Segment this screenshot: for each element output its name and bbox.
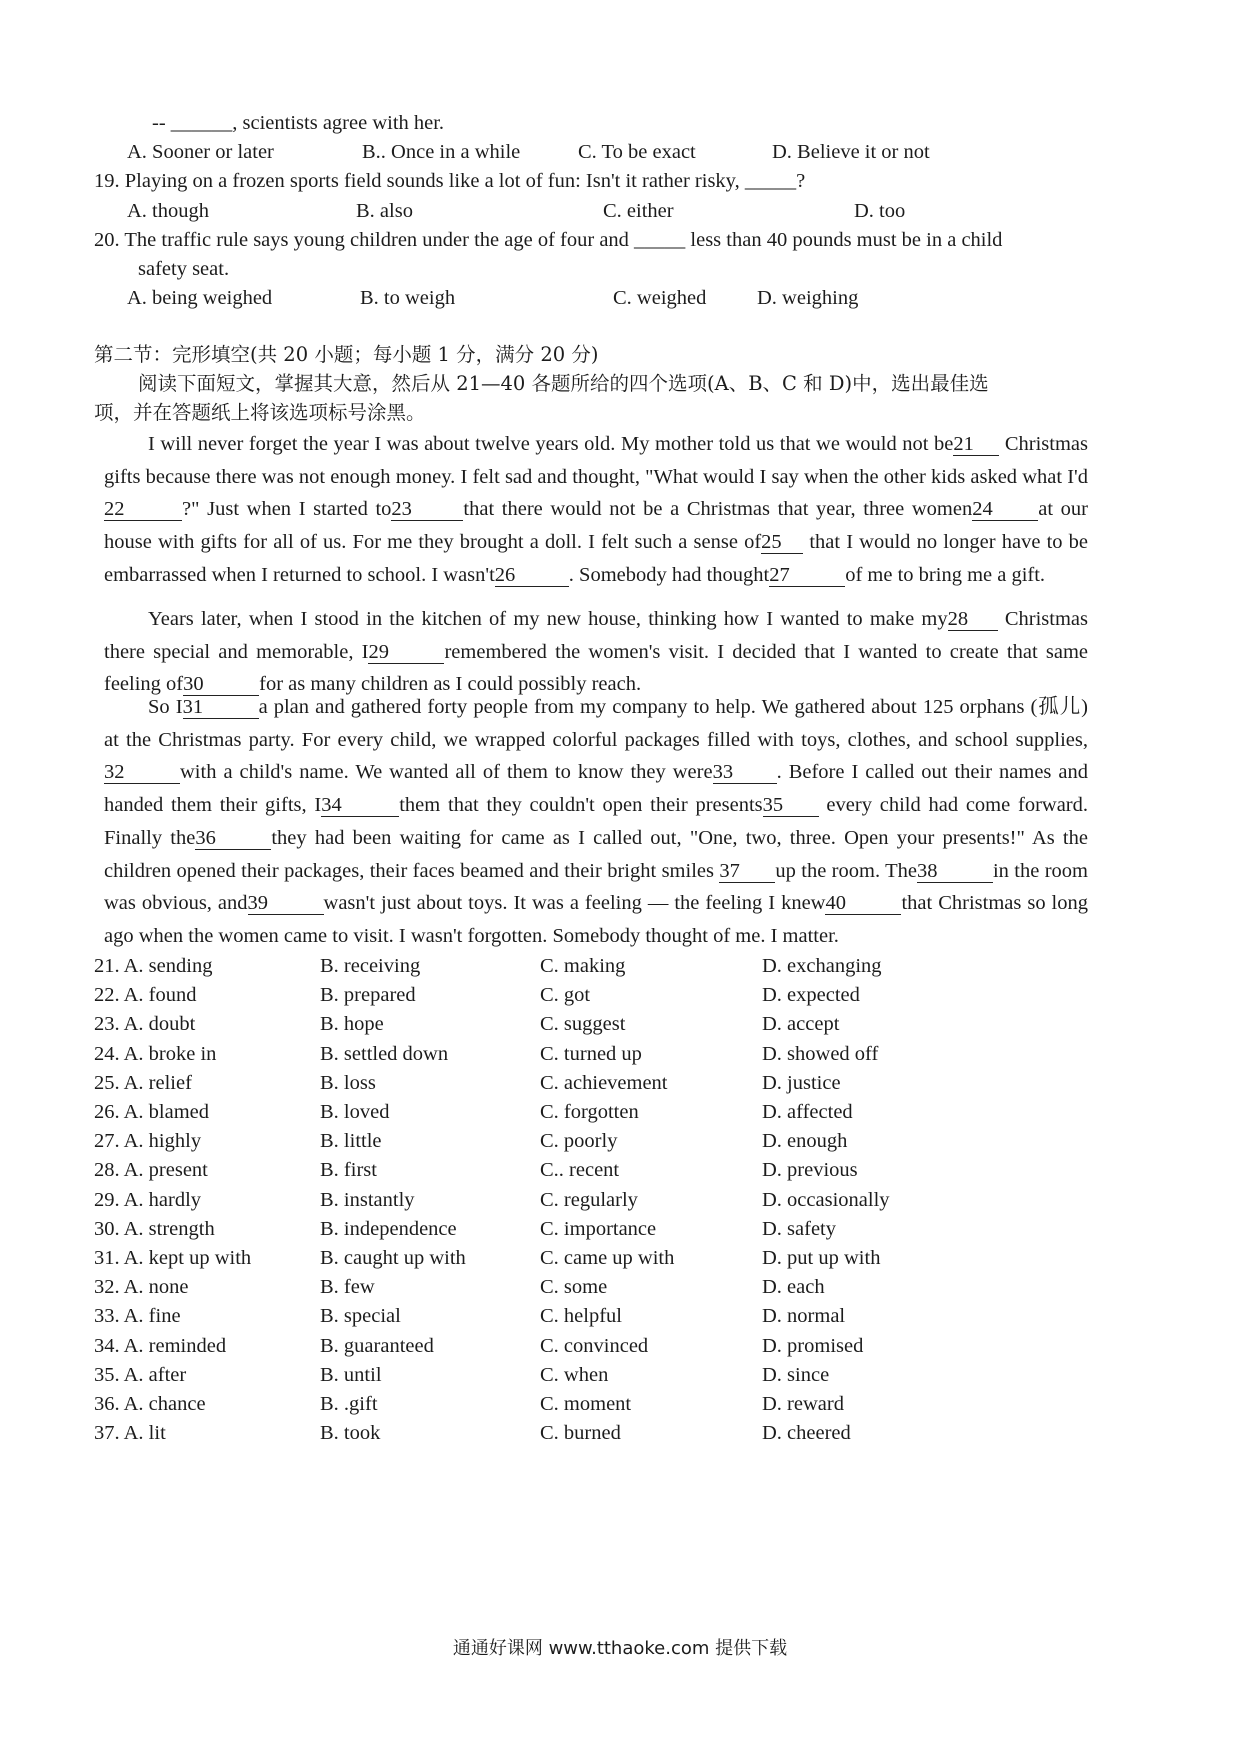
cloze-q35-option-d: D. since (762, 1364, 830, 1386)
cloze-q24-option-a: 24. A. broke in (94, 1043, 217, 1065)
blank-29: 29 (368, 641, 444, 664)
blank-33: 33 (713, 761, 777, 784)
blank-37: 37 (719, 860, 775, 883)
cloze-q21-option-c: C. making (540, 955, 626, 977)
blank-35: 35 (763, 794, 819, 817)
blank-31: 31 (183, 696, 259, 719)
cloze-q22-option-c: C. got (540, 984, 591, 1006)
cloze-q27-option-c: C. poorly (540, 1130, 618, 1152)
cloze-q22-option-a: 22. A. found (94, 984, 197, 1006)
blank-30: 30 (183, 673, 259, 696)
cloze-q23-option-d: D. accept (762, 1013, 840, 1035)
cloze-q29-option-c: C. regularly (540, 1189, 638, 1211)
cloze-q28-option-d: D. previous (762, 1159, 858, 1181)
cloze-q21-option-b: B. receiving (320, 955, 421, 977)
cloze-q31-option-c: C. came up with (540, 1247, 675, 1269)
cloze-q31-option-a: 31. A. kept up with (94, 1247, 252, 1269)
q20-stem-line2: safety seat. (138, 258, 230, 280)
blank-28: 28 (948, 608, 998, 631)
q18-option-d: D. Believe it or not (772, 141, 930, 163)
cloze-q25-option-a: 25. A. relief (94, 1072, 192, 1094)
cloze-q28-option-c: C.. recent (540, 1159, 620, 1181)
cloze-q26-option-d: D. affected (762, 1101, 853, 1123)
blank-32: 32 (104, 761, 180, 784)
blank-40: 40 (825, 892, 901, 915)
cloze-q37-option-b: B. took (320, 1422, 381, 1444)
cloze-q37-option-a: 37. A. lit (94, 1422, 166, 1444)
q20-option-c: C. weighed (613, 287, 707, 309)
cloze-q26-option-a: 26. A. blamed (94, 1101, 210, 1123)
cloze-q26-option-c: C. forgotten (540, 1101, 639, 1123)
cloze-q21-option-d: D. exchanging (762, 955, 882, 977)
passage-paragraph-1: I will never forget the year I was about twelve years old. My mother told us that we would not be21 Christmas gifts because there was not enough money. I felt sad and thought, "What would I say when the other kids asked what I'd22 ?" Just when I started to23 that there would not be a Christmas that year, three women24 at our house with gifts for all of us. For me they brought a doll. I felt such a sense of25 that I would no longer have to be embarrassed when I returned to school. I wasn't26 . Somebody had thought27 of me to bring me a gift. (104, 433, 1089, 586)
q20-option-d: D. weighing (757, 287, 859, 309)
cloze-q36-option-d: D. reward (762, 1393, 844, 1415)
cloze-q32-option-b: B. few (320, 1276, 375, 1298)
blank-39: 39 (248, 892, 324, 915)
cloze-q33-option-c: C. helpful (540, 1305, 622, 1327)
cloze-q35-option-b: B. until (320, 1364, 382, 1386)
cloze-q21-option-a: 21. A. sending (94, 955, 213, 977)
cloze-q28-option-b: B. first (320, 1159, 377, 1181)
cloze-q33-option-b: B. special (320, 1305, 401, 1327)
cloze-q25-option-b: B. loss (320, 1072, 376, 1094)
cloze-q33-option-d: D. normal (762, 1305, 846, 1327)
cloze-q30-option-a: 30. A. strength (94, 1218, 215, 1240)
cloze-q25-option-c: C. achievement (540, 1072, 668, 1094)
cloze-q35-option-c: C. when (540, 1364, 609, 1386)
blank-36: 36 (195, 827, 271, 850)
blank-38: 38 (917, 860, 993, 883)
cloze-q33-option-a: 33. A. fine (94, 1305, 181, 1327)
cloze-q34-option-a: 34. A. reminded (94, 1335, 227, 1357)
cloze-q29-option-d: D. occasionally (762, 1189, 890, 1211)
q19-option-a: A. though (127, 200, 209, 222)
q18-option-b: B.. Once in a while (362, 141, 521, 163)
cloze-q27-option-b: B. little (320, 1130, 382, 1152)
cloze-q23-option-c: C. suggest (540, 1013, 626, 1035)
q19-option-c: C. either (603, 200, 674, 222)
q20-option-b: B. to weigh (360, 287, 456, 309)
cloze-q31-option-b: B. caught up with (320, 1247, 466, 1269)
q18-option-c: C. To be exact (578, 141, 696, 163)
cloze-q27-option-a: 27. A. highly (94, 1130, 202, 1152)
passage-paragraph-3: So I31 a plan and gathered forty people from my company to help. We gathered about 125 orphans (孤儿) at the Christmas party. For every child, we wrapped colorful packages filled with toys, clothes, and school supplies, 32 with a child's name. We wanted all of them to know they were33 . Before I called out their names and handed them their gifts, I34 them that they couldn't open their presents35 every child had come forward. Finally the36 they had been waiting for came as I called out, "One, two, three. Open your presents!" As the children opened their packages, their faces beamed and their bright smiles 37 up the room. The38 in the room was obvious, and39 wasn't just about toys. It was a feeling — the feeling I knew40 that Christmas so long ago when the women came to visit. I wasn't forgotten. Somebody thought of me. I matter. (104, 696, 1089, 947)
cloze-q36-option-b: B. .gift (320, 1393, 378, 1415)
passage-paragraph-2: Years later, when I stood in the kitchen of my new house, thinking how I wanted to make my28 Christmas there special and memorable, I29 remembered the women's visit. I decided that I wanted to create that same feeling of30 for as many children as I could possibly reach. (104, 608, 1088, 696)
cloze-q37-option-c: C. burned (540, 1422, 621, 1444)
cloze-q29-option-a: 29. A. hardly (94, 1189, 202, 1211)
q19-option-b: B. also (356, 200, 413, 222)
section-heading: 第二节：完形填空(共 20 小题；每小题 1 分，满分 20 分) (94, 343, 599, 366)
cloze-q25-option-d: D. justice (762, 1072, 841, 1094)
cloze-q30-option-d: D. safety (762, 1218, 837, 1240)
cloze-q29-option-b: B. instantly (320, 1189, 415, 1211)
cloze-q30-option-c: C. importance (540, 1218, 657, 1240)
cloze-q32-option-a: 32. A. none (94, 1276, 189, 1298)
q18-option-a: A. Sooner or later (127, 141, 274, 163)
cloze-q34-option-c: C. convinced (540, 1335, 649, 1357)
q18-stem: -- ______, scientists agree with her. (152, 112, 445, 134)
cloze-q35-option-a: 35. A. after (94, 1364, 187, 1386)
cloze-q24-option-d: D. showed off (762, 1043, 879, 1065)
q19-stem: 19. Playing on a frozen sports field sounds like a lot of fun: Isn't it rather risky, _____? (94, 170, 806, 192)
section-instruction-line2: 项，并在答题纸上将该选项标号涂黑。 (94, 401, 426, 424)
blank-21: 21 (953, 433, 999, 456)
q19-option-d: D. too (854, 200, 906, 222)
cloze-q36-option-c: C. moment (540, 1393, 632, 1415)
blank-24: 24 (972, 498, 1038, 521)
cloze-q34-option-d: D. promised (762, 1335, 864, 1357)
cloze-q24-option-b: B. settled down (320, 1043, 449, 1065)
footer-download-notice: 通通好课网 www.tthaoke.com 提供下载 (452, 1638, 788, 1659)
cloze-q34-option-b: B. guaranteed (320, 1335, 434, 1357)
cloze-q27-option-d: D. enough (762, 1130, 848, 1152)
cloze-q32-option-d: D. each (762, 1276, 825, 1298)
cloze-q23-option-a: 23. A. doubt (94, 1013, 196, 1035)
blank-25: 25 (761, 531, 803, 554)
cloze-q22-option-b: B. prepared (320, 984, 416, 1006)
cloze-q32-option-c: C. some (540, 1276, 608, 1298)
cloze-q30-option-b: B. independence (320, 1218, 457, 1240)
q20-stem-line1: 20. The traffic rule says young children under the age of four and _____ less than 40 pounds must be in a child (94, 229, 1003, 251)
q20-option-a: A. being weighed (127, 287, 273, 309)
cloze-q31-option-d: D. put up with (762, 1247, 881, 1269)
cloze-q26-option-b: B. loved (320, 1101, 390, 1123)
blank-23: 23 (391, 498, 463, 521)
cloze-q23-option-b: B. hope (320, 1013, 384, 1035)
cloze-q24-option-c: C. turned up (540, 1043, 642, 1065)
cloze-q22-option-d: D. expected (762, 984, 860, 1006)
section-instruction-line1: 阅读下面短文，掌握其大意，然后从 21—40 各题所给的四个选项(A、B、C 和 D)中，选出最佳选 (138, 372, 989, 395)
blank-34: 34 (321, 794, 399, 817)
blank-27: 27 (769, 564, 845, 587)
blank-26: 26 (495, 564, 569, 587)
cloze-q28-option-a: 28. A. present (94, 1159, 208, 1181)
blank-22: 22 (104, 498, 182, 521)
cloze-q36-option-a: 36. A. chance (94, 1393, 206, 1415)
cloze-q37-option-d: D. cheered (762, 1422, 851, 1444)
